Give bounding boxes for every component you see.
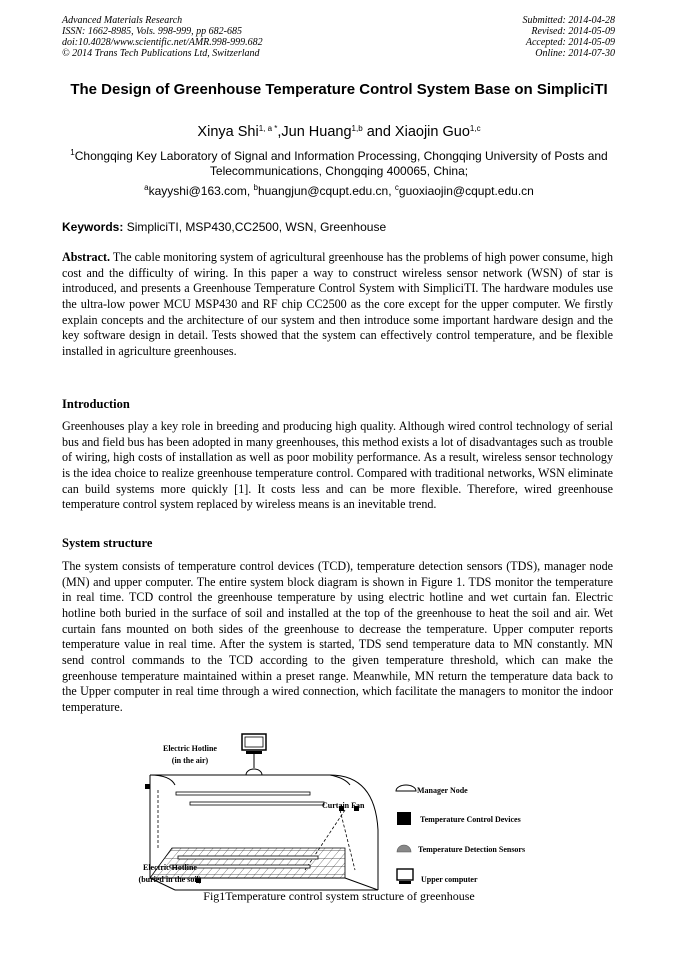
legend-manager-node-icon: [396, 785, 416, 791]
keywords: [62, 220, 616, 234]
label-curtain-fan: Curtain Fan: [322, 801, 365, 810]
label-hotline-air-1: Electric Hotline: [163, 744, 217, 753]
email-a[interactable]: kayyshi@163.com,: [148, 184, 254, 198]
legend-upper-computer-icon: [397, 869, 413, 884]
journal-name: Advanced Materials Research: [62, 15, 183, 26]
submitted-date: Submitted: 2014-04-28: [522, 15, 615, 26]
keywords-text: SimpliciTI, MSP430,CC2500, WSN, Greenhouse: [126, 220, 387, 234]
revised-date: Revised: 2014-05-09: [531, 26, 615, 37]
legend-sensor-icon: [397, 845, 411, 852]
email-sup: b: [253, 183, 258, 192]
monitor-icon: [242, 734, 266, 754]
author-sup: 1,c: [469, 124, 481, 133]
email-b[interactable]: huangjun@cqupt.edu.cn,: [257, 184, 395, 198]
legend-control-devices: Temperature Control Devices: [420, 815, 521, 824]
author-name: ,Jun Huang: [277, 124, 352, 140]
email-line: [62, 184, 616, 198]
introduction-text: Greenhouses play a key role in breeding and producing high quality. Although wired control technology of serial bus and field bus has been adopted in many greenhouses, this method exists a lot of disadvantages such as trouble of wiring, high costs of installation as well as poor mobility performance. As a result, wireless sensor technology is the idea choice to realize greenhouse temperature control. Compared with traditional networks, WSN eliminate can build systems more quickly [1]. It costs less and can be more flexible. Therefore, wired greenhouse temperature control system replaced by wireless means is an inevitable trend.: [62, 419, 613, 512]
dates-info: [523, 15, 616, 59]
figure-1-diagram: [0, 730, 678, 910]
email-c[interactable]: guoxiaojin@cqupt.edu.cn: [398, 184, 534, 198]
figure-caption: Fig1Temperature control system structure of greenhouse: [203, 889, 475, 903]
legend-upper-computer: Upper computer: [421, 875, 478, 884]
legend-control-device-icon: [397, 812, 411, 825]
doi-line: doi:10.4028/www.scientific.net/AMR.998-999.682: [62, 37, 263, 48]
abstract: [62, 250, 613, 360]
paper-title: The Design of Greenhouse Temperature Control System Base on SimpliciTI: [70, 81, 608, 98]
section-heading-introduction: Introduction: [62, 397, 130, 411]
author-sup: 1, a *: [258, 124, 278, 133]
author-name: and Xiaojin Guo: [362, 124, 470, 140]
abstract-text: The cable monitoring system of agricultural greenhouse has the problems of high power consume, high cost and the difficulty of wiring. In this paper a way to construct wireless sensor network (WSN) of star is introduced, and presents a Greenhouse Temperature Control System with SimpliciTI. The hardware modules use the ultra-low power MCU MSP430 and RF chip CC2500 as the core except for the upper computer. We firstly explain concepts and the architecture of our system and then introduce some important hardware design and the key software design in detail. Tests showed that the system can effectively control temperature, and be flexible installed in agriculture greenhouses.: [62, 250, 613, 358]
manager-node-icon: [246, 769, 262, 775]
legend-detection-sensors: Temperature Detection Sensors: [418, 845, 526, 854]
abstract-label: Abstract.: [62, 250, 111, 264]
author-line: [62, 124, 616, 140]
affiliation-sup: 1: [70, 148, 75, 157]
system-structure-text: The system consists of temperature control devices (TCD), temperature detection sensors (TDS), manager node (MN) and upper computer. The entire system block diagram is shown in Figure 1. TDS monitor the temperature in real time. TCD control the greenhouse temperature by using electric hotline and wet curtain fan. Electric hotline both buried in the surface of soil and installed at the top of the greenhouse to heat the soil and air. Wet curtain fans mounted on both sides of the greenhouse to decrease the temperature. Upper computer reports temperature value in real time. After the system is started, TDS send temperature data to MN constantly. MN send control commands to the TCD according to the given temperature threshold, which can make the greenhouse temperature maintained within a preset range. Meanwhile, MN return the temperature data back to the Upper computer in real time through a wired connection, which facilitate the managers to monitor the indoor temperature.: [62, 559, 613, 714]
journal-info: [62, 15, 263, 59]
label-hotline-air-2: (in the air): [171, 756, 209, 765]
online-date: Online: 2014-07-30: [535, 48, 615, 59]
label-hotline-soil-1: Electric Hotline: [143, 863, 197, 872]
affiliation: [62, 149, 616, 179]
author-name: Xinya Shi: [197, 124, 259, 140]
legend-manager-node: Manager Node: [417, 786, 468, 795]
section-heading-system-structure: System structure: [62, 536, 153, 550]
copyright-line: © 2014 Trans Tech Publications Ltd, Switzerland: [62, 48, 260, 59]
label-hotline-soil-2: (buried in the soil): [138, 875, 202, 884]
email-sup: c: [394, 183, 399, 192]
affiliation-text: Chongqing Key Laboratory of Signal and Information Processing, Chongqing University of Posts and Telecommunications, Chongqing 400065, China;: [74, 149, 608, 178]
author-sup: 1,b: [351, 124, 363, 133]
issn-line: ISSN: 1662-8985, Vols. 998-999, pp 682-685: [62, 26, 242, 37]
keywords-label: Keywords:: [62, 220, 127, 234]
email-sup: a: [144, 183, 149, 192]
hotline-air-bars: [176, 792, 324, 805]
accepted-date: Accepted: 2014-05-09: [525, 37, 615, 48]
